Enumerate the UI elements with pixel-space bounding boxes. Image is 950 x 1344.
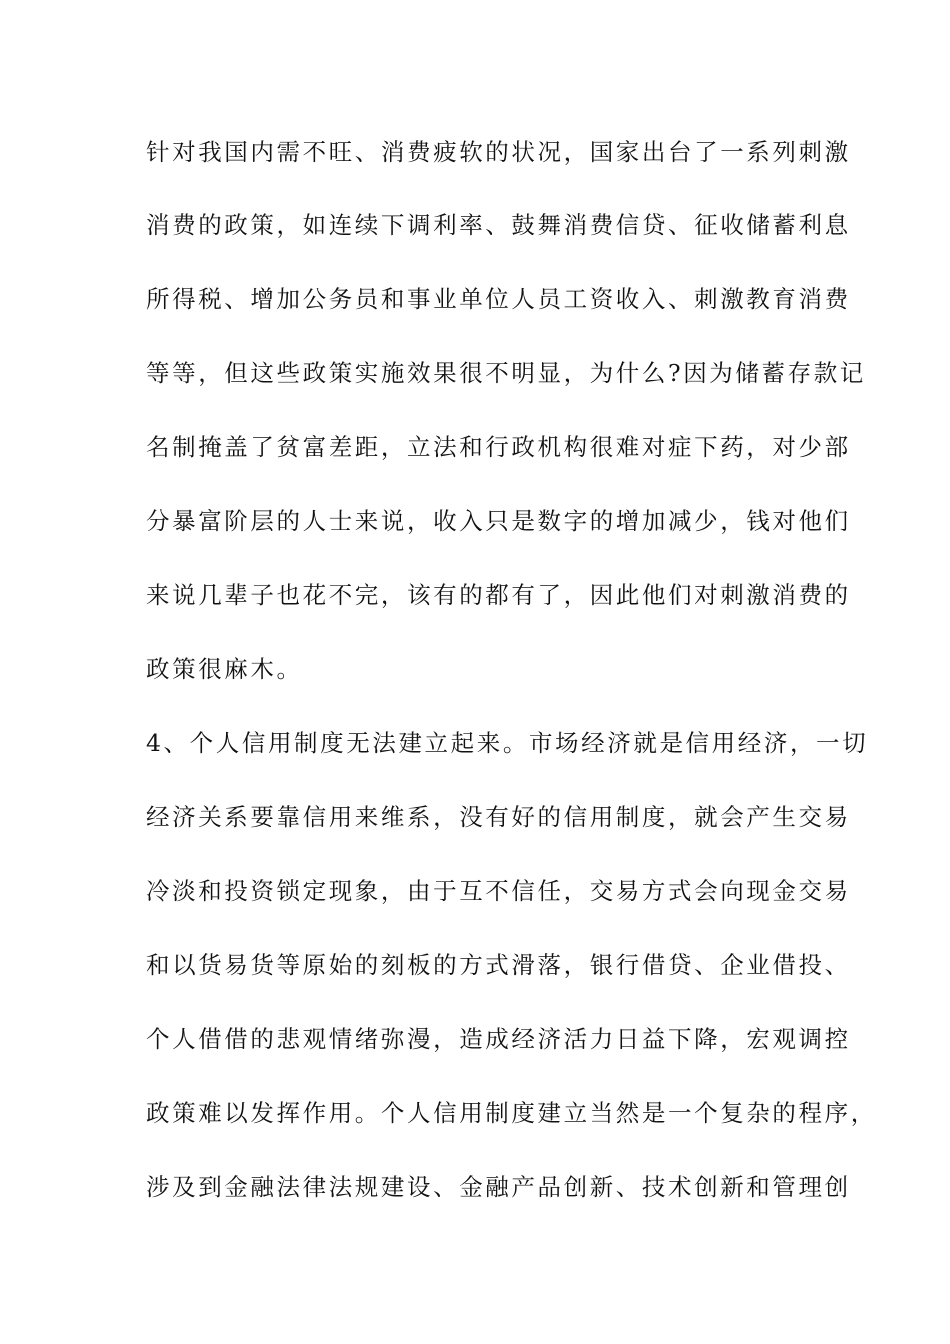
text-line-1: 针对我国内需不旺、消费疲软的状况，国家出台了一系列刺激 [146, 138, 851, 166]
text-line-10: 经济关系要靠信用来维系，没有好的信用制度，就会产生交易 [146, 803, 851, 831]
text-line-9: 4、个人信用制度无法建立起来。市场经济就是信用经济，一切 [146, 729, 869, 757]
text-line-6: 分暴富阶层的人士来说，收入只是数字的增加减少，钱对他们 [146, 507, 851, 535]
text-line-14: 政策难以发挥作用。个人信用制度建立当然是一个复杂的程序， [146, 1099, 877, 1127]
text-line-12: 和以货易货等原始的刻板的方式滑落，银行借贷、企业借投、 [146, 951, 851, 979]
text-line-4: 等等，但这些政策实施效果很不明显，为什么?因为储蓄存款记 [146, 359, 866, 387]
text-line-7: 来说几辈子也花不完，该有的都有了，因此他们对刺激消费的 [146, 581, 851, 609]
text-line-5: 名制掩盖了贫富差距，立法和行政机构很难对症下药，对少部 [146, 433, 851, 461]
text-line-11: 冷淡和投资锁定现象，由于互不信任，交易方式会向现金交易 [146, 877, 851, 905]
text-line-3: 所得税、增加公务员和事业单位人员工资收入、刺激教育消费 [146, 285, 851, 313]
text-line-2: 消费的政策，如连续下调利率、鼓舞消费信贷、征收储蓄利息 [146, 211, 851, 239]
text-line-8: 政策很麻木。 [146, 655, 303, 683]
text-line-13: 个人借借的悲观情绪弥漫，造成经济活力日益下降，宏观调控 [146, 1025, 851, 1053]
text-line-15: 涉及到金融法律法规建设、金融产品创新、技术创新和管理创 [146, 1173, 851, 1201]
